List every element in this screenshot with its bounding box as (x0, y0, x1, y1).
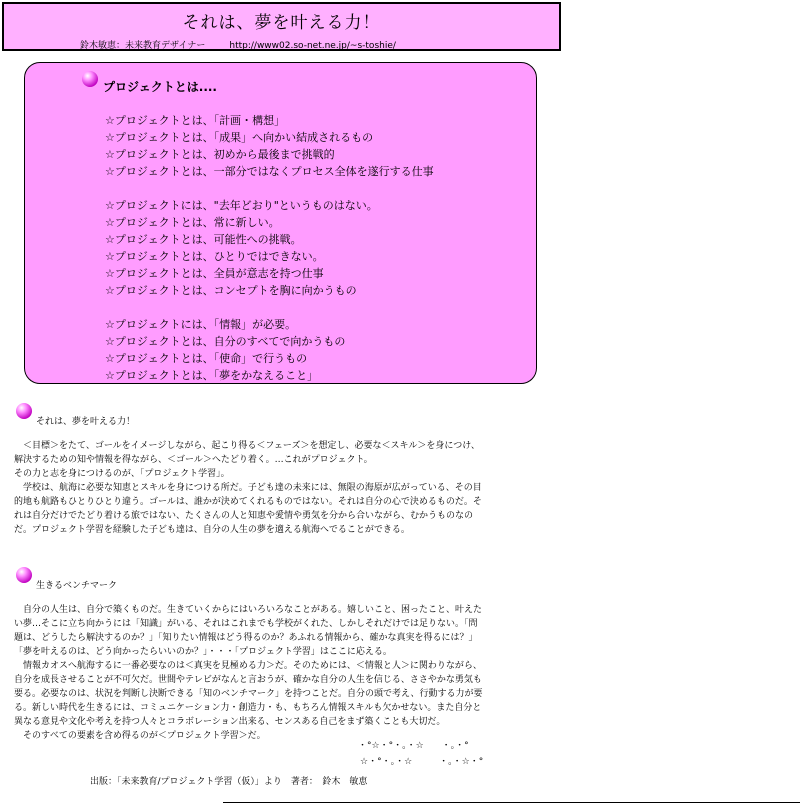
project-item: ☆プロジェクトとは、「成果」へ向かい結成されるもの (105, 131, 374, 144)
project-item: ☆プロジェクトとは、「夢をかなえること」 (105, 369, 319, 382)
project-item: ☆プロジェクトには、「情報」が必要。 (105, 318, 297, 331)
paragraph-line: 自分を成長させることが不可欠だ。世間やテレビがなんと言おうが、確かな自分の人生を信じる、ささやかな勇気も (14, 675, 482, 685)
pink-orb-icon (16, 403, 32, 419)
page-header (2, 2, 561, 51)
star-decoration: ☆・°・。・☆ ・。・☆・° (360, 757, 484, 767)
author-name: 鈴木敏恵：未来教育デザイナー (80, 41, 206, 51)
project-item: ☆プロジェクトとは、「計画・構想」 (105, 114, 286, 127)
project-item: ☆プロジェクトとは、「使命」で行うもの (105, 352, 308, 365)
page-title: それは、夢を叶える力！ (182, 13, 381, 33)
paragraph-line: ＜目標＞をたて、ゴールをイメージしながら、起こり得る＜フェーズ＞を想定し、必要な＜スキル＞を身につけ、 (14, 441, 480, 451)
project-item: ☆プロジェクトとは、ひとりではできない。 (105, 250, 324, 263)
author-line (80, 38, 396, 51)
paragraph-line: 情報カオスへ航海するに一番必要なのは＜真実を見極める力＞だ。そのためには、＜情報と人＞に関わりながら、 (14, 661, 482, 671)
paragraph-line: そのすべての要素を含め得るのが＜プロジェクト学習＞だ。 (14, 731, 266, 741)
project-item: ☆プロジェクトとは、可能性への挑戦。 (105, 233, 302, 246)
paragraph-line: 「夢を叶えるのは、どう向かったらいいのか？」・・・「プロジェクト学習」はここに応える。 (14, 647, 392, 657)
project-definition-box (24, 62, 537, 384)
paragraph-line: 解決するための知や情報を得ながら、＜ゴール＞へたどり着く。…これがプロジェクト。 (14, 455, 373, 465)
project-item: ☆プロジェクトとは、コンセプトを胸に向かうもの (105, 284, 357, 297)
project-item: ☆プロジェクトには、"去年どおり"というものはない。 (105, 199, 378, 212)
pink-orb-icon (82, 71, 98, 87)
paragraph-line: 自分の人生は、自分で築くものだ。生きていくからにはいろいろなことがある。嬉しいこと、困ったこと、叶えた (14, 605, 483, 615)
paragraph-line: 的地も航路もひとりひとり違う。ゴールは、誰かが決めてくれるものではない。それは自分の心で決めるものだ。そ (14, 497, 482, 507)
paragraph-line: だ。プロジェクト学習を経験した子ども達は、自分の人生の夢を適える航海へでることができる。 (14, 525, 410, 535)
project-item: ☆プロジェクトとは、一部分ではなくプロセス全体を遂行する仕事 (105, 165, 434, 178)
project-item: ☆プロジェクトとは、初めから最後まで挑戦的 (105, 148, 335, 161)
source-credit: 出版：「未来教育/プロジェクト学習（仮）」より 著者： 鈴木 敏恵 (90, 777, 368, 787)
section-title-benchmark: 生きるベンチマーク (36, 581, 118, 591)
paragraph-line: 学校は、航海に必要な知恵とスキルを身につける所だ。子ども達の未来には、無限の海原が広がっている、その目 (14, 483, 482, 493)
paragraph-line: 要る。必要なのは、状況を判断し決断できる「知のベンチマーク」を持つことだ。自分の頭で考え、行動する力が要 (14, 689, 483, 699)
paragraph-line: その力と志を身につけるのが、「プロジェクト学習」。 (14, 469, 230, 479)
paragraph-line: れは自分だけでたどり着ける旅ではない、たくさんの人と知恵や愛情や勇気を分から合いながら、むかうものなの (14, 511, 474, 521)
project-box-heading: プロジェクトとは.... (103, 80, 217, 94)
project-item: ☆プロジェクトとは、常に新しい。 (105, 216, 280, 229)
project-item: ☆プロジェクトとは、全員が意志を持つ仕事 (105, 267, 324, 280)
paragraph-line: 異なる意見や文化や考えを持つ人々とコラボレーション出来る、センスある自己をまず築くことも大切だ。 (14, 717, 446, 727)
project-item: ☆プロジェクトとは、自分のすべてで向かうもの (105, 335, 346, 348)
author-url-link[interactable]: http://www02.so-net.ne.jp/~s-toshie/ (229, 41, 396, 51)
paragraph-line: い夢…そこに立ち向かうには「知識」がいる、それはこれまでも学校がくれた、しかしそれだけでは足りない。「問 (14, 619, 478, 629)
paragraph-line: る。新しい時代を生きるには、コミュニケーション力・創造力・も、もちろん情報スキルも欠かせない。また自分と (14, 703, 482, 713)
footer-divider (223, 802, 800, 803)
star-decoration: ・°☆・°・。・☆ ・。・° (358, 741, 469, 751)
section-title-dream: それは、夢を叶える力！ (36, 417, 136, 427)
paragraph-line: 題は、どうしたら解決するのか？」「知りたい情報はどう得るのか？あふれる情報から、確かな真実を得るには？」 (14, 633, 478, 643)
pink-orb-icon (16, 567, 32, 583)
